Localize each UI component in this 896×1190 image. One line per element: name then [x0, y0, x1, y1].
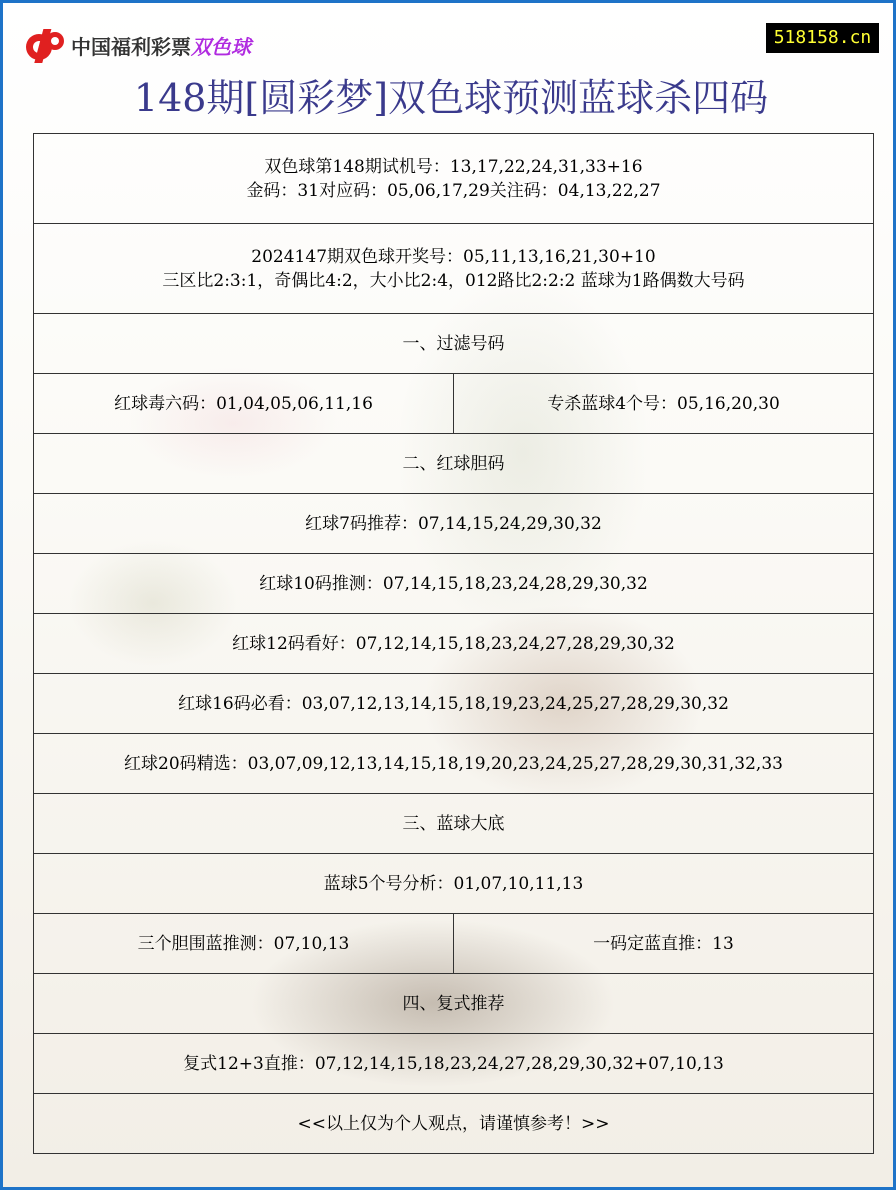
- lottery-logo: [23, 23, 251, 67]
- table-row: [34, 1034, 874, 1094]
- trial-numbers: 双色球第148期试机号：13,17,22,24,31,33+16: [264, 156, 643, 177]
- blue-3: 三个胆围蓝推测：07,10,13: [34, 914, 454, 974]
- table-row: [34, 224, 874, 314]
- blue-1: 一码定蓝直推：13: [454, 914, 874, 974]
- table-row: [34, 974, 874, 1034]
- table-row: [34, 854, 874, 914]
- combo-recommendation: 复式12+3直推：07,12,14,15,18,23,24,27,28,29,30,32+07,10,13: [34, 1034, 874, 1094]
- section-heading: 一、过滤号码: [34, 314, 874, 374]
- table-row: [34, 134, 874, 224]
- table-row: [34, 554, 874, 614]
- disclaimer: <<以上仅为个人观点，请谨慎参考！>>: [34, 1094, 874, 1154]
- gold-codes: 金码：31对应码：05,06,17,29关注码：04,13,22,27: [246, 180, 661, 201]
- last-draw: 2024147期双色球开奖号：05,11,13,16,21,30+10: [251, 246, 656, 267]
- red-12: 红球12码看好：07,12,14,15,18,23,24,27,28,29,30,32: [34, 614, 874, 674]
- red-16: 红球16码必看：03,07,12,13,14,15,18,19,23,24,25,27,28,29,30,32: [34, 674, 874, 734]
- table-row: [34, 434, 874, 494]
- section-heading: 二、红球胆码: [34, 434, 874, 494]
- kill-blue: 专杀蓝球4个号：05,16,20,30: [454, 374, 874, 434]
- kill-red: 红球毒六码：01,04,05,06,11,16: [34, 374, 454, 434]
- red-20: 红球20码精选：03,07,09,12,13,14,15,18,19,20,23,24,25,27,28,29,30,31,32,33: [34, 734, 874, 794]
- section-heading: 四、复式推荐: [34, 974, 874, 1034]
- table-row: [34, 794, 874, 854]
- table-row: [34, 1094, 874, 1154]
- page-title: 148期[圆彩梦]双色球预测蓝球杀四码: [133, 76, 769, 120]
- blue-5: 蓝球5个号分析：01,07,10,11,13: [34, 854, 874, 914]
- section-heading: 三、蓝球大底: [34, 794, 874, 854]
- site-badge: 518158.cn: [766, 23, 879, 53]
- table-row: [34, 494, 874, 554]
- red-7: 红球7码推荐：07,14,15,24,29,30,32: [34, 494, 874, 554]
- logo-text: 中国福利彩票双色球: [71, 34, 251, 59]
- draw-analysis: 三区比2:3:1，奇偶比4:2，大小比2:4，012路比2:2:2 蓝球为1路偶数大号码: [162, 270, 745, 291]
- prediction-table: [33, 133, 874, 1154]
- cwl-logo-icon: [23, 23, 67, 67]
- red-10: 红球10码推测：07,14,15,18,23,24,28,29,30,32: [34, 554, 874, 614]
- table-row: [34, 914, 874, 974]
- table-row: [34, 674, 874, 734]
- table-row: [34, 614, 874, 674]
- table-row: [34, 314, 874, 374]
- table-row: [34, 374, 874, 434]
- table-row: [34, 734, 874, 794]
